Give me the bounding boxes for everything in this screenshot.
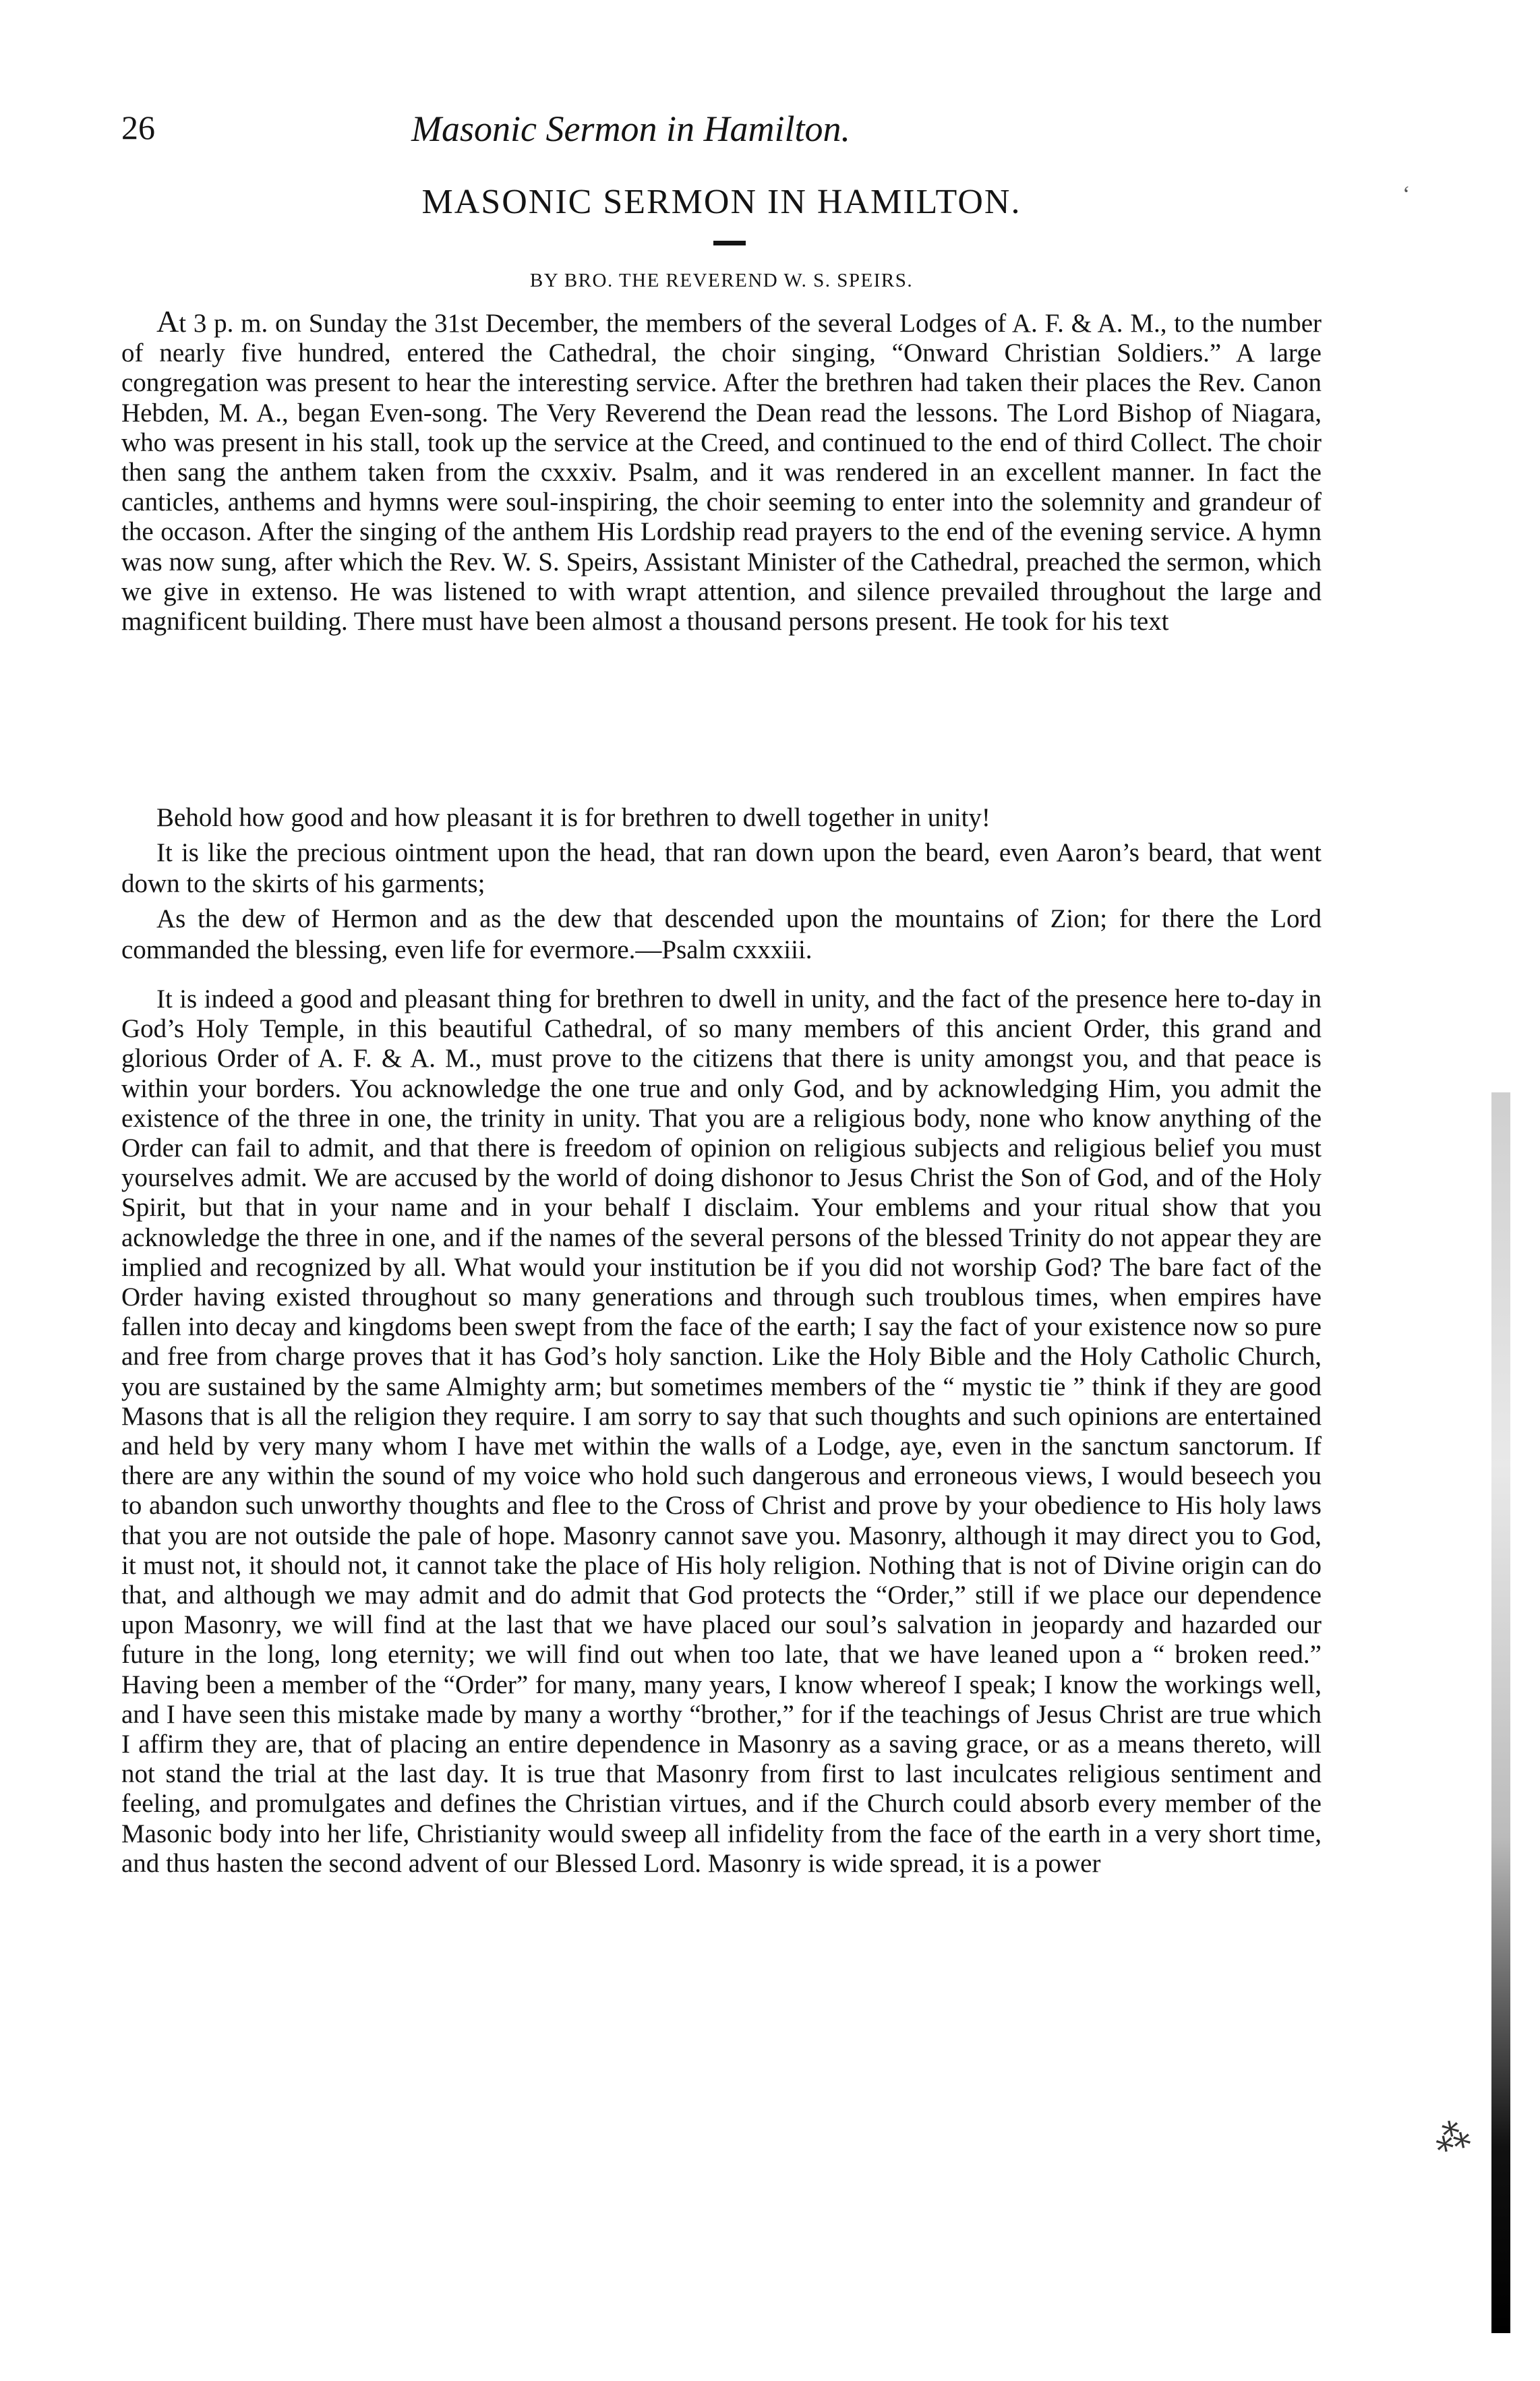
running-title: Masonic Sermon in Hamilton. bbox=[411, 109, 850, 149]
scripture-verse: As the dew of Hermon and as the dew that descended upon the mountains of Zion; for there the Lord commanded the blessing, even life for evermore.—Psalm cxxxiii. bbox=[121, 904, 1322, 964]
intro-paragraph: At 3 p. m. on Sunday the 31st December, the members of the several Lodges of A. F. & A. M., to the number of nearly five hundred, entered the Cathedral, the choir singing, “Onward Christian Soldiers.” A large congregation was present to hear the interesting service. After the brethren had taken their places the Rev. Canon Hebden, M. A., began Even-song. The Very Reverend the Dean read the lessons. The Lord Bishop of Niagara, who was present in his stall, took up the service at the Creed, and continued to the end of third Collect. The choir then sang the anthem taken from the cxxxiv. Psalm, and it was rendered in an excellent manner. In fact the canticles, anthems and hymns were soul-inspiring, the choir seeming to enter into the solemnity and grandeur of the occason. After the singing of the anthem His Lordship read prayers to the end of the evening service. A hymn was now sung, after which the Rev. W. S. Speirs, Assistant Minister of the Cathedral, preached the sermon, which we give in extenso. He was listened to with wrapt attention, and silence prevailed throughout the large and magnificent building. There must have been almost a thousand persons present. He took for his text bbox=[121, 304, 1322, 637]
print-speck: ‘ bbox=[1402, 182, 1411, 207]
title-rule bbox=[713, 241, 746, 245]
scripture-text bbox=[121, 802, 1322, 970]
byline: BY BRO. THE REVEREND W. S. SPEIRS. bbox=[529, 270, 914, 291]
scripture-verse: It is like the precious ointment upon the head, that ran down upon the beard, even Aaron’s beard, that went down to the skirts of his garments; bbox=[121, 838, 1322, 898]
article-title: MASONIC SERMON IN HAMILTON. bbox=[421, 183, 1021, 221]
running-head bbox=[121, 108, 1328, 162]
scripture-verse: Behold how good and how pleasant it is for brethren to dwell together in unity! bbox=[156, 803, 990, 832]
sermon-paragraph: It is indeed a good and pleasant thing for brethren to dwell in unity, and the fact of the presence here to-day in God’s Holy Temple, in this beautiful Cathedral, of so many members of this ancient Order, this grand and glorious Order of A. F. & A. M., must prove to the citizens that there is unity amongst you, and that peace is within your borders. You acknowledge the one true and only God, and by acknowledging Him, you admit the existence of the three in one, the trinity in unity. That you are a religious body, none who know anything of the Order can fail to admit, and that there is freedom of opinion on religious subjects and religious belief you must yourselves admit. We are accused by the world of doing dishonor to Jesus Christ the Son of God, and of the Holy Spirit, but that in your name and in your behalf I disclaim. Your emblems and your ritual show that you acknowledge the three in one, and if the names of the several persons of the blessed Trinity do not appear they are implied and recognized by all. What would your institution be if you did not worship God? The bare fact of the Order having existed throughout so many generations and through such troublous times, when empires have fallen into decay and kingdoms been swept from the face of the earth; I say the fact of your existence now so pure and free from charge proves that it has God’s holy sanction. Like the Holy Bible and the Holy Catholic Church, you are sustained by the same Almighty arm; but sometimes members of the “ mystic tie ” think if they are good Masons that is all the religion they require. I am sorry to say that such thoughts and such opinions are entertained and held by very many whom I have met within the walls of a Lodge, aye, even in the sanctum sanctorum. If there are any within the sound of my voice who hold such dangerous and erroneous views, I would beseech you to abandon such unworthy thoughts and flee to the Cross of Christ and prove by your obedience to His holy laws that you are not outside the pale of hope. Masonry cannot save you. Masonry, although it may direct you to God, it must not, it should not, it cannot take the place of His holy religion. Nothing that is not of Divine origin can do that, and although we may admit and do admit that God protects the “Order,” still if we place our dependence upon Masonry, we will find at the last that we have placed our soul’s salvation in jeopardy and hazarded our future in the long, long eternity; we will find out when too late, that we have leaned upon a “ broken reed.” Having been a member of the “Order” for many, many years, I know whereof I speak; I know the workings well, and I have seen this mistake made by many a worthy “brother,” for if the teachings of Jesus Christ are true which I affirm they are, that of placing an entire dependence in Masonry as a saving grace, or as a means thereto, will not stand the trial at the last day. It is true that Masonry from first to last inculcates religious sentiment and feeling, and promulgates and defines the Christian virtues, and if the Church could absorb every member of the Masonic body into her life, Christianity would sweep all infidelity from the face of the earth in a very short time, and thus hasten the second advent of our Blessed Lord. Masonry is wide spread, it is a power bbox=[121, 984, 1322, 1878]
scan-edge-shadow bbox=[1491, 1092, 1510, 2333]
page-number: 26 bbox=[121, 109, 155, 146]
margin-mark: ⁂ bbox=[1431, 2115, 1474, 2160]
